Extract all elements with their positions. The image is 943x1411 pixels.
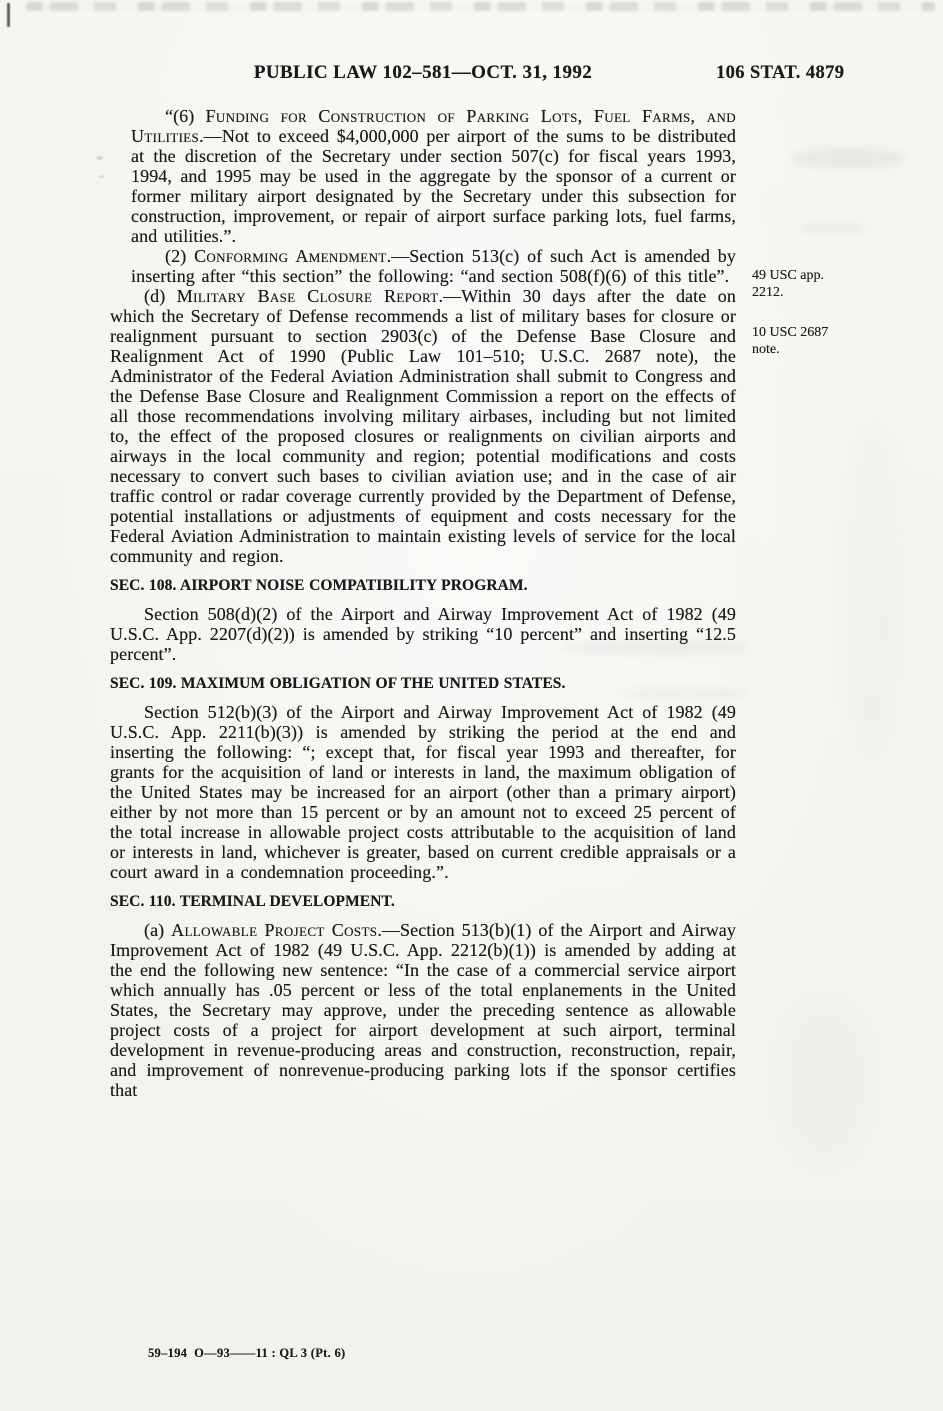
section-heading: SEC. 108. AIRPORT NOISE COMPATIBILITY PROGRAM. [110, 577, 528, 594]
margin-note-49-usc [752, 268, 902, 301]
body-text: “(6) [165, 106, 206, 126]
body-text: Section 508(d)(2) of the Airport and Airway Improvement Act of 1982 (49 U.S.C. App. 2207(d)(2)) is amended by striking “10 percent” and inserting “12.5 percent”. [110, 604, 736, 664]
paragraph [110, 702, 736, 882]
scan-smudge [96, 156, 103, 160]
body-text: (a) [144, 920, 172, 940]
margin-note-line: 2212. [752, 284, 784, 300]
paragraph [110, 920, 736, 1100]
paragraph [110, 286, 736, 566]
text-column [110, 106, 736, 1100]
body-text: (d) [144, 286, 177, 306]
section-heading: SEC. 110. TERMINAL DEVELOPMENT. [110, 893, 395, 910]
paragraph [110, 604, 736, 664]
paragraph [131, 246, 736, 286]
body-text: Section 512(b)(3) of the Airport and Airway Improvement Act of 1982 (49 U.S.C. App. 2211(b)(3)) is amended by striking the period at the end and inserting the following: “; except that, for fiscal year 1993 and thereafter, for grants for the acquisition of land or interests in land, the maximum obligation of the United States may be increased for an airport (other than a primary airport) either by not more than 15 percent or by an amount not to exceed 25 percent of the total increase in allowable project costs attributable to the acquisition of land or interests in land, whichever is greater, based on current credible appraisals or a court award in a condemnation proceeding.”. [110, 702, 736, 882]
body-text: .—Section 513(c) of such Act is amended by inserting after “this section” the following: “and section 508(f)(6) of this title”. [131, 246, 736, 286]
margin-note-line: 49 USC app. [752, 268, 824, 283]
margin-note-line: note. [752, 341, 780, 357]
scan-smudge [792, 148, 904, 168]
law-title: PUBLIC LAW 102–581—OCT. 31, 1992 [253, 62, 593, 83]
margin-note-10-usc [752, 325, 902, 358]
scan-artifact-left-tick [7, 3, 10, 27]
small-caps-label: Funding for Construction of Parking Lots, Fuel Farms, and Utilities [131, 106, 736, 146]
body-text: .—Not to exceed $4,000,000 per airport of the sums to be distributed at the discretion of the Secretary under section 507(c) for fiscal years 1993, 1994, and 1995 may be used in the aggregate by the sponsor of a current or former military airport designated by the Secretary under this subsection for construction, improvement, or repair of airport surface parking lots, fuel farms, and utilities.”. [131, 126, 736, 246]
small-caps-label: Conforming Amendment [194, 246, 387, 266]
small-caps-label: Allowable Project Costs [171, 920, 378, 940]
scan-smudge [845, 430, 900, 760]
small-caps-label: Military Base Closure Report [176, 286, 439, 306]
scan-artifact-top-band [26, 2, 935, 11]
paragraph [131, 106, 736, 246]
body-text: (2) [165, 246, 195, 266]
section-heading: SEC. 109. MAXIMUM OBLIGATION OF THE UNITED STATES. [110, 675, 566, 692]
scan-smudge [800, 222, 864, 235]
body-text: .—Within 30 days after the date on which the Secretary of Defense recommends a list of military bases for closure or realignment pursuant to section 2903(c) of the Defense Base Closure and Realignment Act of 1990 (Public Law 101–510; U.S.C. 2687 note), the Administrator of the Federal Aviation Administration shall submit to Congress and the Defense Base Closure and Realignment Commission a report on the effects of all those recommendations involving military airbases, including but not limited to, the effect of the proposed closures or realignments on civilian airports and airways in the local community and region; potential modifications and costs necessary to convert such bases to civilian aviation use; and in the case of air traffic control or radar coverage currently provided by the Department of Defense, potential installations or adjustments of equipment and costs necessary for the Federal Aviation Administration to maintain existing levels of service for the local community and region. [110, 286, 737, 566]
margin-note-line: 10 USC 2687 [752, 325, 829, 340]
page-header [110, 62, 736, 84]
scan-smudge [99, 175, 104, 178]
body-text: .—Section 513(b)(1) of the Airport and Airway Improvement Act of 1982 (49 U.S.C. App. 2212(b)(1)) is amended by adding at the end the following new sentence: “In the case of a commercial service airport which annually has .05 percent or less of the total enplanements in the United States, the Secretary may approve, under the preceding sentence as allowable project costs of a project for airport development at such airport, terminal development in revenue-producing areas and construction, reconstruction, repair, and improvement of nonrevenue-producing parking lots if the sponsor certifies that [110, 920, 736, 1100]
print-imprint: 59–194 O—93——11 : QL 3 (Pt. 6) [148, 1346, 346, 1360]
statute-page-number: 106 STAT. 4879 [716, 63, 845, 83]
scan-smudge [780, 1000, 870, 1160]
